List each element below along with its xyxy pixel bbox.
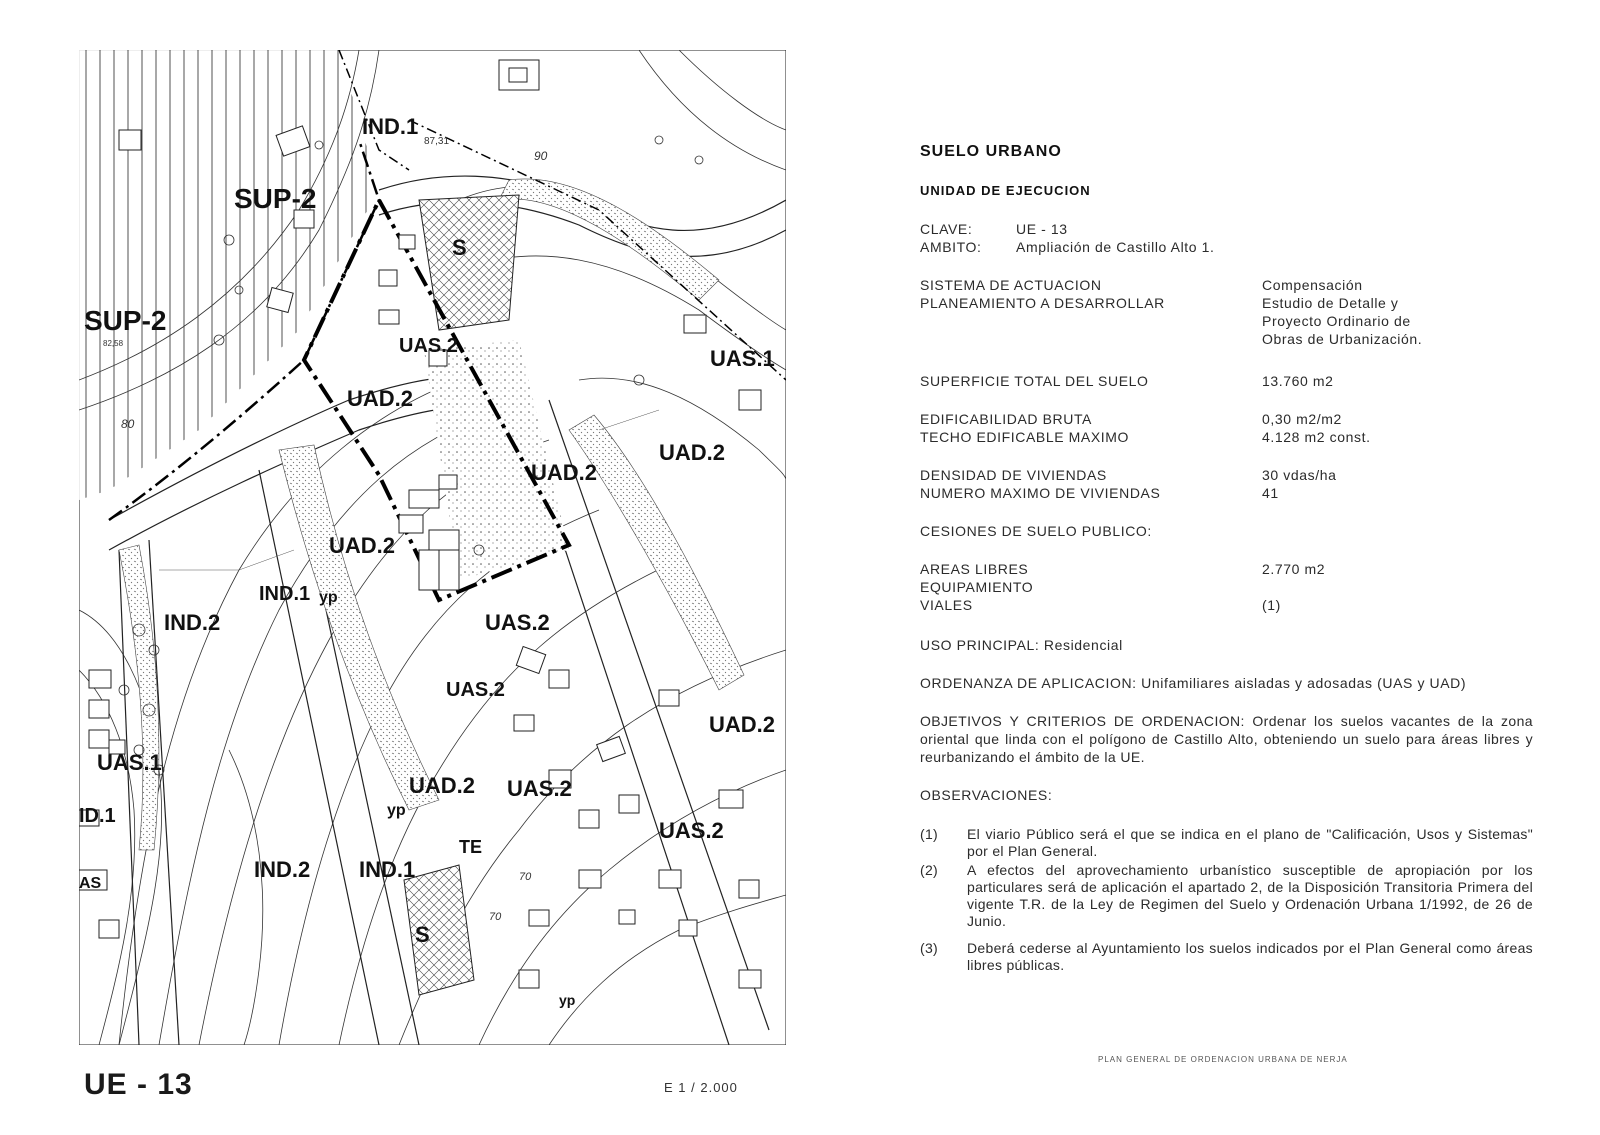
map-scale: E 1 / 2.000 — [664, 1080, 738, 1095]
densidad-label: DENSIDAD DE VIVIENDAS — [920, 467, 1107, 483]
observation-item — [920, 826, 1533, 860]
height-label: 80 — [121, 417, 135, 431]
objetivos: OBJETIVOS Y CRITERIOS DE ORDENACION: Ordenar los suelos vacantes de la zona oriental que linda con el polígono de Castillo Alto, obteniendo un suelo para áreas libres y reurbanizando el ámbito de la UE. — [920, 713, 1533, 765]
zone-label-ind1-low: IND.1 — [359, 857, 416, 882]
zone-label-uad2-r: UAD.2 — [659, 440, 726, 465]
equipamiento-label: EQUIPAMIENTO — [920, 579, 1034, 595]
observation-item — [920, 862, 1533, 930]
zone-label-uas2-br: UAS.2 — [659, 818, 724, 843]
document-footer: PLAN GENERAL DE ORDENACION URBANA DE NERJA — [1098, 1055, 1348, 1064]
techo-value: 4.128 m2 const. — [1262, 429, 1371, 445]
sheet-title: SUELO URBANO — [920, 143, 1062, 160]
zone-label-sup2-a: SUP-2 — [234, 183, 317, 214]
techo-label: TECHO EDIFICABLE MAXIMO — [920, 429, 1130, 445]
zone-label-yp-c: yp — [559, 992, 576, 1008]
sistema-label: SISTEMA DE ACTUACION — [920, 277, 1102, 293]
zone-label-uad2-br: UAD.2 — [709, 712, 776, 737]
clave-value: UE - 13 — [1016, 221, 1068, 237]
observation-number: (2) — [920, 862, 939, 878]
zone-label-ind1-top: IND.1 — [362, 114, 419, 139]
zone-label-uad2-l: UAD.2 — [329, 533, 396, 558]
height-label: 70 — [519, 871, 532, 883]
zone-label-te: TE — [459, 837, 483, 857]
viales-label: VIALES — [920, 597, 973, 613]
numero-label: NUMERO MAXIMO DE VIVIENDAS — [920, 485, 1161, 501]
sheet-subtitle: UNIDAD DE EJECUCION — [920, 183, 1091, 198]
zone-label-id1: ID.1 — [79, 805, 116, 827]
superficie-label: SUPERFICIE TOTAL DEL SUELO — [920, 373, 1149, 389]
observation-text: El viario Público será el que se indica en el plano de "Calificación, Usos y Sistemas" por el Plan General. — [967, 826, 1533, 859]
zone-label-sup2-b: SUP-2 — [84, 305, 167, 336]
sistema-value: Compensación — [1262, 277, 1363, 293]
areas-label: AREAS LIBRES — [920, 561, 1029, 577]
uso-principal: USO PRINCIPAL: Residencial — [920, 637, 1123, 653]
height-label: 82,58 — [103, 339, 124, 348]
observation-text: Deberá cederse al Ayuntamiento los suelos indicados por el Plan General como áreas libres públicas. — [967, 940, 1533, 973]
zone-label-as: AS — [79, 875, 102, 892]
map-canvas — [79, 50, 786, 1045]
zone-label-ind1-mid: IND.1 — [259, 583, 311, 605]
planeamiento-value: Proyecto Ordinario de — [1262, 313, 1411, 329]
clave-label: CLAVE: — [920, 221, 973, 237]
ambito-label: AMBITO: — [920, 239, 982, 255]
zone-label-s-top: S — [452, 235, 467, 260]
zone-label-uas2-low: UAS.2 — [507, 776, 572, 801]
zone-label-yp-a: yp — [319, 589, 338, 606]
superficie-value: 13.760 m2 — [1262, 373, 1334, 389]
zone-label-uas1-l: UAS.1 — [97, 750, 162, 775]
observaciones-label: OBSERVACIONES: — [920, 787, 1053, 803]
densidad-value: 30 vdas/ha — [1262, 467, 1337, 483]
zone-label-yp-b: yp — [387, 802, 406, 819]
ambito-value: Ampliación de Castillo Alto 1. — [1016, 239, 1215, 255]
cesiones-label: CESIONES DE SUELO PUBLICO: — [920, 523, 1152, 539]
height-label: 87,31 — [424, 136, 450, 147]
zone-label-uad2-low: UAD.2 — [409, 773, 476, 798]
edificabilidad-value: 0,30 m2/m2 — [1262, 411, 1342, 427]
height-label: 70 — [489, 911, 502, 923]
zone-label-ind2-l: IND.2 — [164, 610, 221, 635]
unit-code: UE - 13 — [84, 1068, 193, 1101]
zone-label-uad2-a: UAD.2 — [347, 386, 414, 411]
zone-label-uas2-c: UAS.2 — [446, 679, 505, 701]
observation-text: A efectos del aprovechamiento urbanístico susceptible de apropiación por los particulares será de aplicación el apartado 2, de la Disposición Transitoria Primera del vigente T.R. de la Ley de Regimen del Suelo y Ordenación Urbana 1/1992, de 26 de Junio. — [967, 862, 1533, 929]
planeamiento-value: Obras de Urbanización. — [1262, 331, 1423, 347]
zoning-map — [79, 50, 786, 1045]
areas-value: 2.770 m2 — [1262, 561, 1326, 577]
planeamiento-label: PLANEAMIENTO A DESARROLLAR — [920, 295, 1165, 311]
height-label: 90 — [534, 149, 548, 163]
observation-item — [920, 940, 1533, 974]
observation-number: (3) — [920, 940, 939, 956]
observation-number: (1) — [920, 826, 939, 842]
numero-value: 41 — [1262, 485, 1279, 501]
zone-label-ind2-low: IND.2 — [254, 857, 311, 882]
zone-label-uas2-b: UAS.2 — [485, 610, 550, 635]
edificabilidad-label: EDIFICABILIDAD BRUTA — [920, 411, 1092, 427]
zone-label-uas1-r: UAS.1 — [710, 346, 775, 371]
zone-label-uas2-a: UAS.2 — [399, 335, 458, 357]
planeamiento-value: Estudio de Detalle y — [1262, 295, 1399, 311]
zone-label-uad2-c: UAD.2 — [531, 460, 598, 485]
zone-label-s-low: S — [415, 922, 430, 947]
viales-value: (1) — [1262, 597, 1281, 613]
ordenanza: ORDENANZA DE APLICACION: Unifamiliares aisladas y adosadas (UAS y UAD) — [920, 675, 1467, 691]
